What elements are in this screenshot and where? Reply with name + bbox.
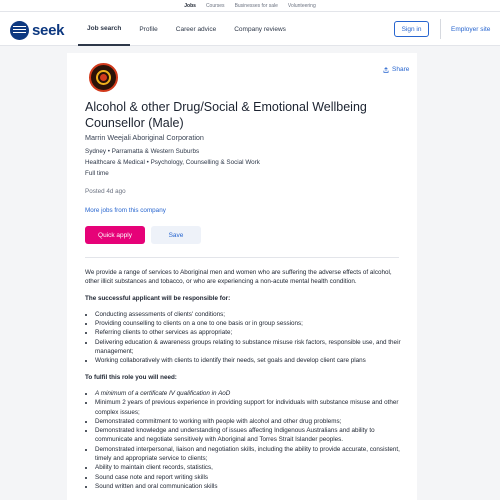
category[interactable]: Healthcare & Medical [85,159,145,166]
bullet-separator: • [107,148,112,155]
classification-row [85,159,260,166]
seek-logo[interactable] [10,21,64,40]
nav-career-advice[interactable]: Career advice [175,25,217,33]
description-intro: We provide a range of services to Aboriginal men and women who are suffering the adverse effects of alcohol, other illicit substances and tobacco, or who are experiencing a non-acute mental health condition. [85,269,392,286]
list-item: • Working collaboratively with clients to identify their needs, set goals and develop client care plans [95,356,403,365]
topbar-link-jobs[interactable]: Jobs [184,2,196,9]
share-button[interactable] [383,66,409,73]
save-button[interactable]: Save [151,226,201,244]
seek-logo-icon [10,21,29,40]
list-item: • Sound written and oral communication skills [95,482,403,491]
list-item: • Ability to maintain client records, statistics, [95,463,403,472]
more-jobs-link[interactable]: More jobs from this company [85,207,166,214]
main-header [0,12,500,46]
company-name[interactable]: Marrin Weejali Aboriginal Corporation [85,133,204,142]
topbar-link-businesses[interactable]: Businesses for sale [234,2,278,9]
area[interactable]: Parramatta & Western Suburbs [111,148,200,155]
list-item: • Conducting assessments of clients' conditions; [95,310,403,319]
nav-job-search[interactable]: Job search [78,12,130,46]
job-title: Alcohol & other Drug/Social & Emotional Wellbeing Counsellor (Male) [85,100,367,130]
subcategory[interactable]: Psychology, Counselling & Social Work [150,159,260,166]
section-divider [85,257,399,258]
bullet-separator: • [146,159,151,166]
list-item: • Referring clients to other services as appropriate; [95,328,403,337]
requirements-heading: To fulfil this role you will need: [85,373,177,381]
list-item: • Demonstrated commitment to working with people with alcohol and other drug problems; [95,417,403,426]
location[interactable]: Sydney [85,148,107,155]
list-item: • Delivering education & awareness groups relating to substance misuse risk factors, responsible use, and their management; [95,338,403,357]
company-logo [89,63,118,92]
company-logo-core [100,74,107,81]
responsibilities-list [95,310,403,366]
topbar-link-courses[interactable]: Courses [205,2,225,9]
quick-apply-button[interactable]: Quick apply [85,226,145,244]
list-item: • A minimum of a certificate IV qualification in AoD [95,389,403,398]
job-details-card [67,53,417,500]
share-icon [383,67,389,73]
list-item: • Demonstrated knowledge and understanding of issues affecting Indigenous Australians and ability to communicate and negotiate sensitively with Aboriginal and Torres Strait Islander peoples. [95,426,403,445]
header-divider [440,19,441,39]
nav-profile[interactable]: Profile [139,25,158,33]
requirements-list [95,389,403,491]
seek-logo-text: seek [32,22,65,39]
work-type: Full time [85,170,109,177]
topbar-link-volunteering[interactable]: Volunteering [287,2,316,9]
nav-company-reviews[interactable]: Company reviews [234,25,286,33]
share-label: Share [392,66,410,73]
location-row [85,148,199,155]
list-item: • Minimum 2 years of previous experience in providing support for individuals with substance misuse and other complex issues; [95,398,403,417]
main-nav [78,12,295,46]
job-description [85,268,403,498]
list-item: • Providing counselling to clients on a one to one basis or in group sessions; [95,319,403,328]
list-item: • Sound case note and report writing skills [95,473,403,482]
top-utility-bar [0,0,500,12]
responsibilities-heading: The successful applicant will be responsible for: [85,294,231,302]
list-item: • Demonstrated interpersonal, liaison and negotiation skills, including the ability to provide accurate, consistent, timely and appropriate service to clients; [95,445,403,464]
posted-date: Posted 4d ago [85,188,126,195]
employer-site-link[interactable]: Employer site [451,25,491,33]
sign-in-button[interactable]: Sign in [394,21,429,37]
